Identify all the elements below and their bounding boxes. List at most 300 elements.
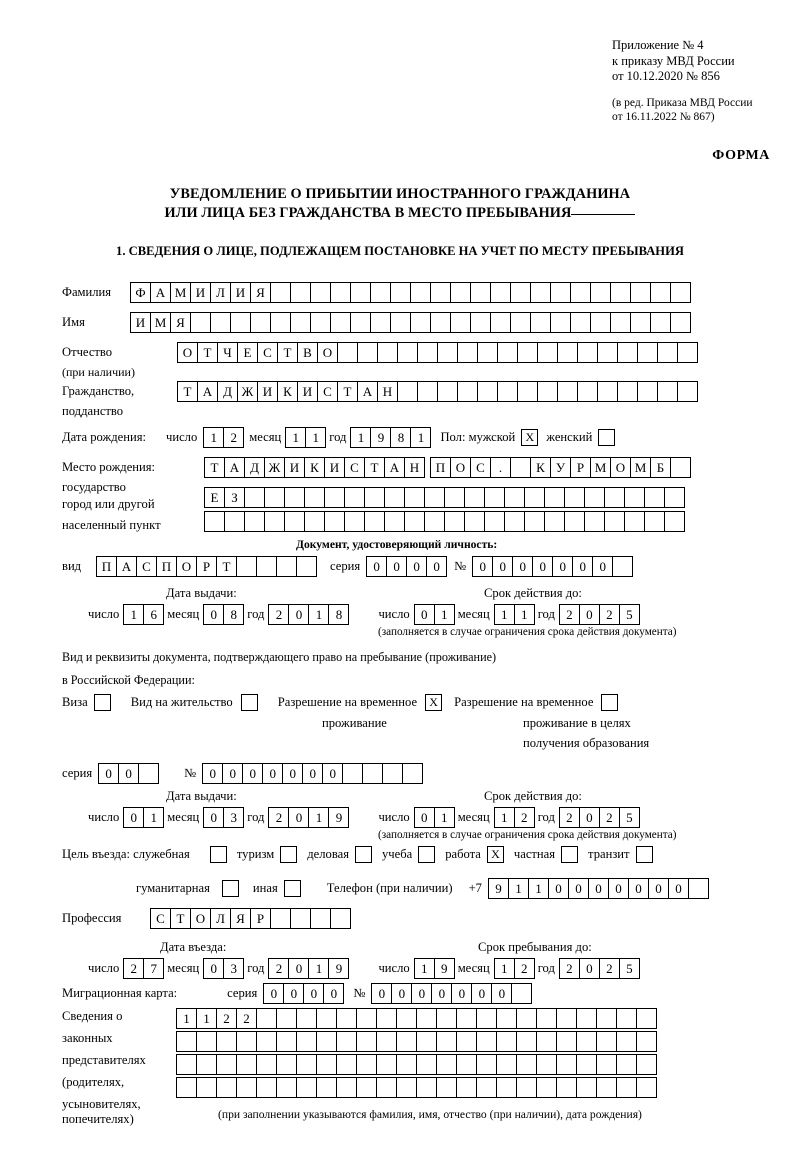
char-cell[interactable]: 0 xyxy=(203,604,224,625)
char-cell[interactable]: 0 xyxy=(386,556,407,577)
char-cell[interactable]: А xyxy=(357,381,378,402)
phone-cells[interactable] xyxy=(488,878,708,899)
char-cell[interactable] xyxy=(270,282,291,303)
char-cell[interactable] xyxy=(404,487,425,508)
char-cell[interactable]: 0 xyxy=(572,556,593,577)
char-cell[interactable] xyxy=(370,312,391,333)
char-cell[interactable] xyxy=(564,487,585,508)
char-cell[interactable] xyxy=(410,312,431,333)
char-cell[interactable]: 1 xyxy=(508,878,529,899)
char-cell[interactable]: 9 xyxy=(328,807,349,828)
char-cell[interactable] xyxy=(424,511,445,532)
char-cell[interactable]: 0 xyxy=(426,556,447,577)
patronymic-cells[interactable] xyxy=(177,342,697,363)
char-cell[interactable] xyxy=(556,1031,577,1052)
char-cell[interactable] xyxy=(204,511,225,532)
char-cell[interactable]: 0 xyxy=(202,763,223,784)
char-cell[interactable]: 0 xyxy=(283,983,304,1004)
migration-series-cells[interactable] xyxy=(263,983,343,1004)
residence-permit-checkbox[interactable] xyxy=(241,694,258,711)
char-cell[interactable]: 0 xyxy=(288,604,309,625)
char-cell[interactable] xyxy=(524,511,545,532)
char-cell[interactable]: 0 xyxy=(288,807,309,828)
char-cell[interactable]: 2 xyxy=(559,958,580,979)
char-cell[interactable]: 0 xyxy=(568,878,589,899)
char-cell[interactable] xyxy=(417,342,438,363)
char-cell[interactable]: 0 xyxy=(648,878,669,899)
char-cell[interactable]: 2 xyxy=(236,1008,257,1029)
char-cell[interactable]: 6 xyxy=(143,604,164,625)
char-cell[interactable] xyxy=(324,487,345,508)
char-cell[interactable]: 0 xyxy=(302,763,323,784)
char-cell[interactable] xyxy=(604,511,625,532)
char-cell[interactable] xyxy=(342,763,363,784)
doc-valid-day-cells[interactable] xyxy=(414,604,454,625)
char-cell[interactable] xyxy=(597,342,618,363)
char-cell[interactable]: 0 xyxy=(366,556,387,577)
char-cell[interactable] xyxy=(316,1031,337,1052)
char-cell[interactable]: Т xyxy=(216,556,237,577)
char-cell[interactable] xyxy=(176,1031,197,1052)
char-cell[interactable]: 1 xyxy=(203,427,224,448)
purpose-transit-checkbox[interactable] xyxy=(636,846,653,863)
char-cell[interactable]: Р xyxy=(250,908,271,929)
char-cell[interactable]: Р xyxy=(196,556,217,577)
char-cell[interactable] xyxy=(636,1077,657,1098)
char-cell[interactable] xyxy=(310,282,331,303)
char-cell[interactable] xyxy=(644,511,665,532)
char-cell[interactable] xyxy=(330,282,351,303)
char-cell[interactable] xyxy=(296,556,317,577)
birth-city-cells-row1[interactable] xyxy=(430,457,690,478)
char-cell[interactable] xyxy=(436,1008,457,1029)
char-cell[interactable] xyxy=(637,381,658,402)
char-cell[interactable] xyxy=(396,1008,417,1029)
char-cell[interactable]: 1 xyxy=(308,807,329,828)
char-cell[interactable] xyxy=(630,282,651,303)
legal-rep-cells-row3[interactable] xyxy=(176,1054,656,1075)
char-cell[interactable]: С xyxy=(257,342,278,363)
char-cell[interactable]: 0 xyxy=(668,878,689,899)
char-cell[interactable] xyxy=(511,983,532,1004)
char-cell[interactable]: 9 xyxy=(434,958,455,979)
char-cell[interactable] xyxy=(276,1031,297,1052)
char-cell[interactable] xyxy=(477,381,498,402)
char-cell[interactable]: 1 xyxy=(176,1008,197,1029)
char-cell[interactable] xyxy=(490,312,511,333)
char-cell[interactable]: 1 xyxy=(196,1008,217,1029)
char-cell[interactable] xyxy=(636,1008,657,1029)
char-cell[interactable]: 1 xyxy=(494,604,515,625)
char-cell[interactable]: 0 xyxy=(282,763,303,784)
edu-residence-checkbox[interactable] xyxy=(601,694,618,711)
char-cell[interactable] xyxy=(557,342,578,363)
char-cell[interactable]: 9 xyxy=(488,878,509,899)
char-cell[interactable] xyxy=(536,1008,557,1029)
visa-checkbox[interactable] xyxy=(94,694,111,711)
char-cell[interactable]: 0 xyxy=(391,983,412,1004)
char-cell[interactable] xyxy=(176,1054,197,1075)
char-cell[interactable]: 2 xyxy=(268,807,289,828)
birth-state-cells[interactable] xyxy=(204,457,424,478)
char-cell[interactable]: 1 xyxy=(123,604,144,625)
char-cell[interactable]: 0 xyxy=(472,556,493,577)
char-cell[interactable]: 0 xyxy=(552,556,573,577)
char-cell[interactable] xyxy=(444,511,465,532)
name-cells[interactable] xyxy=(130,312,690,333)
char-cell[interactable]: 2 xyxy=(514,958,535,979)
char-cell[interactable] xyxy=(436,1031,457,1052)
char-cell[interactable] xyxy=(350,312,371,333)
char-cell[interactable]: 0 xyxy=(588,878,609,899)
char-cell[interactable] xyxy=(470,312,491,333)
char-cell[interactable] xyxy=(190,312,211,333)
char-cell[interactable] xyxy=(296,1077,317,1098)
char-cell[interactable]: 0 xyxy=(203,807,224,828)
char-cell[interactable]: И xyxy=(130,312,151,333)
char-cell[interactable] xyxy=(330,908,351,929)
permit-issue-day-cells[interactable] xyxy=(123,807,163,828)
char-cell[interactable] xyxy=(284,511,305,532)
char-cell[interactable] xyxy=(356,1008,377,1029)
char-cell[interactable]: 5 xyxy=(619,604,640,625)
char-cell[interactable] xyxy=(584,511,605,532)
char-cell[interactable] xyxy=(476,1008,497,1029)
legal-rep-cells-row2[interactable] xyxy=(176,1031,656,1052)
char-cell[interactable] xyxy=(376,1008,397,1029)
char-cell[interactable] xyxy=(536,1031,557,1052)
char-cell[interactable] xyxy=(490,282,511,303)
char-cell[interactable] xyxy=(456,1031,477,1052)
char-cell[interactable]: 2 xyxy=(599,807,620,828)
char-cell[interactable]: 0 xyxy=(323,983,344,1004)
char-cell[interactable] xyxy=(650,282,671,303)
char-cell[interactable]: И xyxy=(297,381,318,402)
purpose-service-checkbox[interactable] xyxy=(210,846,227,863)
char-cell[interactable]: Д xyxy=(244,457,265,478)
char-cell[interactable]: 0 xyxy=(371,983,392,1004)
char-cell[interactable] xyxy=(416,1031,437,1052)
char-cell[interactable]: 7 xyxy=(143,958,164,979)
char-cell[interactable]: И xyxy=(230,282,251,303)
char-cell[interactable]: 1 xyxy=(494,807,515,828)
char-cell[interactable] xyxy=(664,511,685,532)
char-cell[interactable]: П xyxy=(156,556,177,577)
char-cell[interactable] xyxy=(510,282,531,303)
char-cell[interactable]: О xyxy=(176,556,197,577)
char-cell[interactable] xyxy=(516,1077,537,1098)
char-cell[interactable] xyxy=(616,1054,637,1075)
char-cell[interactable] xyxy=(677,381,698,402)
char-cell[interactable]: . xyxy=(490,457,511,478)
char-cell[interactable] xyxy=(356,1031,377,1052)
char-cell[interactable] xyxy=(216,1031,237,1052)
char-cell[interactable]: О xyxy=(317,342,338,363)
char-cell[interactable]: А xyxy=(116,556,137,577)
char-cell[interactable]: Н xyxy=(404,457,425,478)
char-cell[interactable]: 0 xyxy=(203,958,224,979)
char-cell[interactable] xyxy=(456,1054,477,1075)
permit-valid-day-cells[interactable] xyxy=(414,807,454,828)
char-cell[interactable] xyxy=(510,312,531,333)
char-cell[interactable]: 0 xyxy=(414,807,435,828)
char-cell[interactable] xyxy=(536,1054,557,1075)
char-cell[interactable]: И xyxy=(257,381,278,402)
char-cell[interactable]: М xyxy=(590,457,611,478)
char-cell[interactable] xyxy=(576,1008,597,1029)
char-cell[interactable] xyxy=(444,487,465,508)
char-cell[interactable] xyxy=(456,1077,477,1098)
char-cell[interactable] xyxy=(250,312,271,333)
char-cell[interactable] xyxy=(670,457,691,478)
char-cell[interactable] xyxy=(496,1077,517,1098)
doc-number-cells[interactable] xyxy=(472,556,632,577)
char-cell[interactable] xyxy=(296,1008,317,1029)
char-cell[interactable] xyxy=(450,312,471,333)
char-cell[interactable] xyxy=(310,908,331,929)
char-cell[interactable]: 0 xyxy=(406,556,427,577)
char-cell[interactable] xyxy=(216,1077,237,1098)
birth-year-cells[interactable] xyxy=(350,427,430,448)
char-cell[interactable] xyxy=(497,381,518,402)
char-cell[interactable]: С xyxy=(150,908,171,929)
char-cell[interactable] xyxy=(496,1054,517,1075)
char-cell[interactable] xyxy=(230,312,251,333)
char-cell[interactable]: Ч xyxy=(217,342,238,363)
legal-rep-cells-row1[interactable] xyxy=(176,1008,656,1029)
char-cell[interactable]: П xyxy=(96,556,117,577)
char-cell[interactable]: К xyxy=(277,381,298,402)
char-cell[interactable] xyxy=(256,556,277,577)
char-cell[interactable] xyxy=(402,763,423,784)
char-cell[interactable] xyxy=(476,1054,497,1075)
char-cell[interactable]: Л xyxy=(210,282,231,303)
char-cell[interactable]: М xyxy=(630,457,651,478)
char-cell[interactable] xyxy=(270,312,291,333)
char-cell[interactable] xyxy=(470,282,491,303)
char-cell[interactable] xyxy=(650,312,671,333)
surname-cells[interactable] xyxy=(130,282,690,303)
char-cell[interactable] xyxy=(276,1077,297,1098)
char-cell[interactable]: 8 xyxy=(223,604,244,625)
sex-male-checkbox[interactable]: X xyxy=(521,429,538,446)
char-cell[interactable]: М xyxy=(150,312,171,333)
char-cell[interactable] xyxy=(176,1077,197,1098)
char-cell[interactable] xyxy=(196,1031,217,1052)
char-cell[interactable]: 0 xyxy=(322,763,343,784)
char-cell[interactable]: С xyxy=(470,457,491,478)
char-cell[interactable] xyxy=(664,487,685,508)
purpose-work-checkbox[interactable]: X xyxy=(487,846,504,863)
char-cell[interactable]: Я xyxy=(230,908,251,929)
char-cell[interactable] xyxy=(337,342,358,363)
char-cell[interactable] xyxy=(370,282,391,303)
char-cell[interactable] xyxy=(616,1008,637,1029)
char-cell[interactable] xyxy=(256,1031,277,1052)
char-cell[interactable] xyxy=(382,763,403,784)
char-cell[interactable] xyxy=(657,342,678,363)
char-cell[interactable] xyxy=(476,1077,497,1098)
char-cell[interactable] xyxy=(510,457,531,478)
char-cell[interactable]: 1 xyxy=(285,427,306,448)
char-cell[interactable]: И xyxy=(324,457,345,478)
permit-issue-year-cells[interactable] xyxy=(268,807,348,828)
char-cell[interactable]: 2 xyxy=(599,604,620,625)
char-cell[interactable] xyxy=(376,1054,397,1075)
char-cell[interactable] xyxy=(564,511,585,532)
char-cell[interactable] xyxy=(484,511,505,532)
char-cell[interactable]: 0 xyxy=(451,983,472,1004)
char-cell[interactable] xyxy=(384,487,405,508)
char-cell[interactable]: 0 xyxy=(579,807,600,828)
char-cell[interactable] xyxy=(290,312,311,333)
char-cell[interactable]: Я xyxy=(250,282,271,303)
birth-city-cells-row3[interactable] xyxy=(204,511,684,532)
doc-valid-year-cells[interactable] xyxy=(559,604,639,625)
char-cell[interactable] xyxy=(216,1054,237,1075)
char-cell[interactable] xyxy=(457,342,478,363)
temp-residence-checkbox[interactable]: X xyxy=(425,694,442,711)
stay-day-cells[interactable] xyxy=(414,958,454,979)
char-cell[interactable]: А xyxy=(150,282,171,303)
char-cell[interactable]: 1 xyxy=(528,878,549,899)
char-cell[interactable] xyxy=(344,487,365,508)
doc-issue-year-cells[interactable] xyxy=(268,604,348,625)
char-cell[interactable] xyxy=(577,342,598,363)
birth-city-cells-row2[interactable] xyxy=(204,487,684,508)
char-cell[interactable]: К xyxy=(304,457,325,478)
char-cell[interactable] xyxy=(437,381,458,402)
char-cell[interactable]: 0 xyxy=(628,878,649,899)
char-cell[interactable]: 1 xyxy=(434,604,455,625)
doc-series-cells[interactable] xyxy=(366,556,446,577)
char-cell[interactable]: 0 xyxy=(548,878,569,899)
char-cell[interactable]: Т xyxy=(197,342,218,363)
char-cell[interactable] xyxy=(484,487,505,508)
char-cell[interactable]: Т xyxy=(170,908,191,929)
purpose-business-checkbox[interactable] xyxy=(355,846,372,863)
char-cell[interactable] xyxy=(396,1031,417,1052)
char-cell[interactable]: Ж xyxy=(264,457,285,478)
char-cell[interactable] xyxy=(544,511,565,532)
char-cell[interactable] xyxy=(236,1054,257,1075)
char-cell[interactable] xyxy=(457,381,478,402)
char-cell[interactable] xyxy=(196,1077,217,1098)
char-cell[interactable] xyxy=(290,282,311,303)
char-cell[interactable] xyxy=(397,342,418,363)
char-cell[interactable]: Б xyxy=(650,457,671,478)
char-cell[interactable] xyxy=(430,312,451,333)
char-cell[interactable] xyxy=(316,1008,337,1029)
char-cell[interactable]: Т xyxy=(364,457,385,478)
char-cell[interactable] xyxy=(530,312,551,333)
char-cell[interactable] xyxy=(236,556,257,577)
char-cell[interactable] xyxy=(264,487,285,508)
char-cell[interactable] xyxy=(456,1008,477,1029)
char-cell[interactable] xyxy=(424,487,445,508)
char-cell[interactable] xyxy=(577,381,598,402)
char-cell[interactable] xyxy=(350,282,371,303)
char-cell[interactable] xyxy=(537,381,558,402)
char-cell[interactable] xyxy=(396,1054,417,1075)
char-cell[interactable] xyxy=(612,556,633,577)
char-cell[interactable] xyxy=(336,1031,357,1052)
char-cell[interactable]: О xyxy=(610,457,631,478)
char-cell[interactable] xyxy=(657,381,678,402)
char-cell[interactable] xyxy=(362,763,383,784)
char-cell[interactable]: 0 xyxy=(512,556,533,577)
purpose-humanitarian-checkbox[interactable] xyxy=(222,880,239,897)
char-cell[interactable]: 0 xyxy=(491,983,512,1004)
char-cell[interactable]: 0 xyxy=(592,556,613,577)
char-cell[interactable]: М xyxy=(170,282,191,303)
char-cell[interactable]: 8 xyxy=(390,427,411,448)
char-cell[interactable] xyxy=(557,381,578,402)
char-cell[interactable] xyxy=(524,487,545,508)
char-cell[interactable]: 0 xyxy=(303,983,324,1004)
char-cell[interactable] xyxy=(336,1008,357,1029)
char-cell[interactable] xyxy=(290,908,311,929)
char-cell[interactable] xyxy=(390,312,411,333)
char-cell[interactable] xyxy=(576,1054,597,1075)
char-cell[interactable] xyxy=(416,1054,437,1075)
char-cell[interactable] xyxy=(276,1054,297,1075)
char-cell[interactable] xyxy=(670,282,691,303)
char-cell[interactable]: Т xyxy=(204,457,225,478)
char-cell[interactable] xyxy=(244,487,265,508)
migration-number-cells[interactable] xyxy=(371,983,531,1004)
char-cell[interactable] xyxy=(596,1008,617,1029)
char-cell[interactable]: 0 xyxy=(492,556,513,577)
char-cell[interactable] xyxy=(677,342,698,363)
char-cell[interactable] xyxy=(496,1008,517,1029)
char-cell[interactable]: Р xyxy=(570,457,591,478)
char-cell[interactable]: 1 xyxy=(494,958,515,979)
char-cell[interactable]: Е xyxy=(237,342,258,363)
char-cell[interactable]: Д xyxy=(217,381,238,402)
char-cell[interactable] xyxy=(644,487,665,508)
char-cell[interactable] xyxy=(436,1054,457,1075)
char-cell[interactable]: Ж xyxy=(237,381,258,402)
char-cell[interactable] xyxy=(236,1077,257,1098)
char-cell[interactable]: И xyxy=(284,457,305,478)
purpose-tourism-checkbox[interactable] xyxy=(280,846,297,863)
char-cell[interactable] xyxy=(570,312,591,333)
char-cell[interactable] xyxy=(390,282,411,303)
char-cell[interactable] xyxy=(364,487,385,508)
legal-rep-cells-row4[interactable] xyxy=(176,1077,656,1098)
char-cell[interactable] xyxy=(504,511,525,532)
entry-day-cells[interactable] xyxy=(123,958,163,979)
char-cell[interactable] xyxy=(516,1054,537,1075)
char-cell[interactable]: Т xyxy=(177,381,198,402)
char-cell[interactable]: К xyxy=(530,457,551,478)
purpose-private-checkbox[interactable] xyxy=(561,846,578,863)
char-cell[interactable] xyxy=(244,511,265,532)
char-cell[interactable] xyxy=(377,342,398,363)
char-cell[interactable] xyxy=(516,1031,537,1052)
citizenship-cells[interactable] xyxy=(177,381,697,402)
char-cell[interactable]: С xyxy=(136,556,157,577)
char-cell[interactable] xyxy=(476,1031,497,1052)
char-cell[interactable] xyxy=(517,381,538,402)
char-cell[interactable] xyxy=(256,1077,277,1098)
char-cell[interactable] xyxy=(556,1077,577,1098)
char-cell[interactable] xyxy=(376,1031,397,1052)
char-cell[interactable] xyxy=(624,487,645,508)
char-cell[interactable] xyxy=(364,511,385,532)
char-cell[interactable] xyxy=(688,878,709,899)
